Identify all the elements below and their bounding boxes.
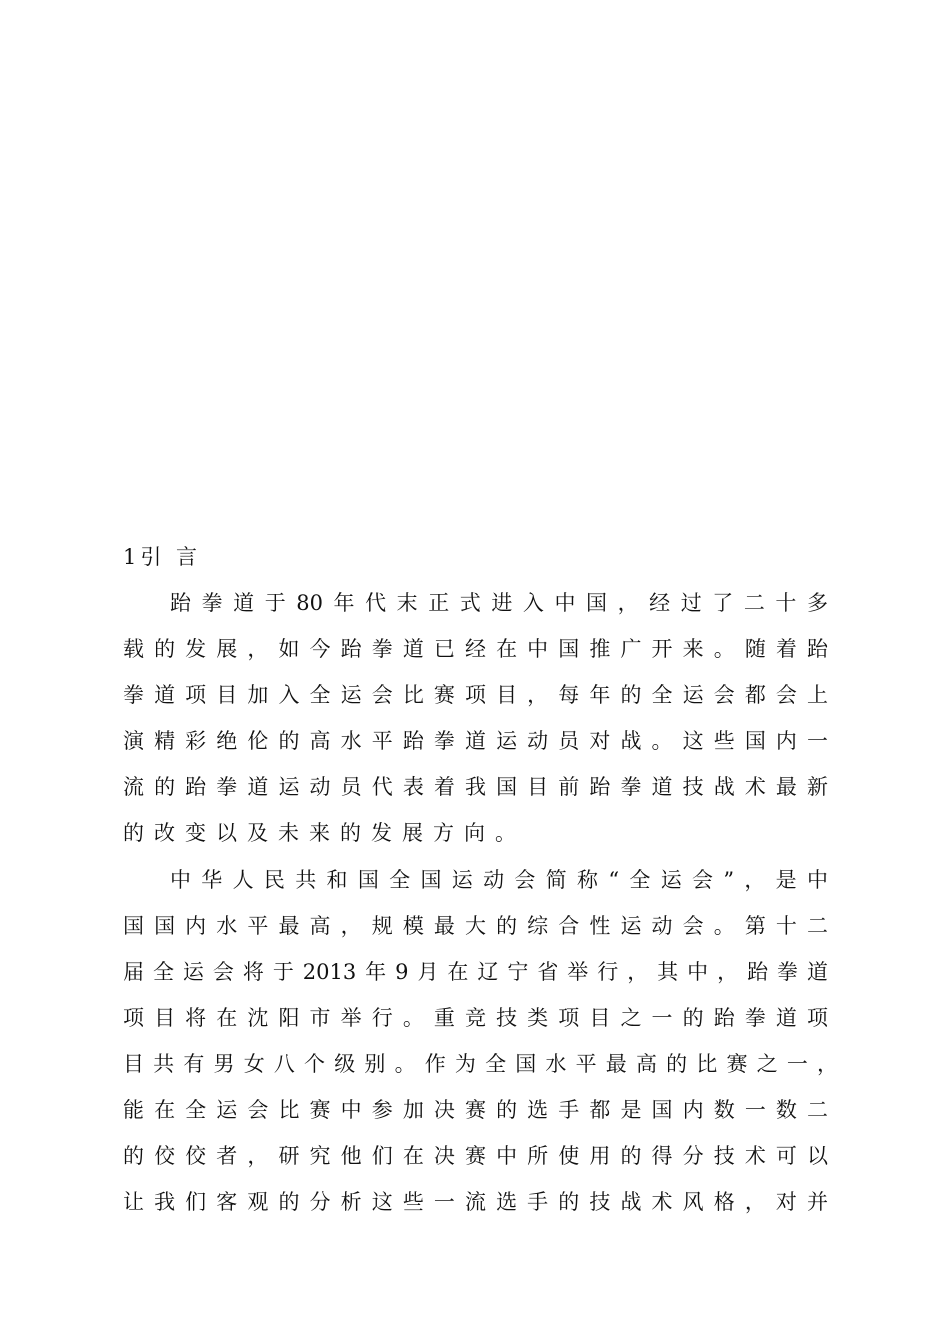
paragraph-line: 项目将在沈阳市举行。重竞技类项目之一的跆拳道项	[123, 1006, 828, 1030]
section-heading: 1引 言	[123, 545, 202, 569]
paragraph-line: 让我们客观的分析这些一流选手的技战术风格，对并	[123, 1190, 828, 1214]
paragraph-line: 国国内水平最高，规模最大的综合性运动会。第十二	[123, 914, 828, 938]
paragraph-line: 流的跆拳道运动员代表着我国目前跆拳道技战术最新	[123, 775, 828, 799]
paragraph-line: 能在全运会比赛中参加决赛的选手都是国内数一数二	[123, 1098, 828, 1122]
paragraph-line: 跆拳道于80年代末正式进入中国，经过了二十多	[170, 591, 828, 615]
paragraph-line: 演精彩绝伦的高水平跆拳道运动员对战。这些国内一	[123, 729, 828, 753]
paragraph-line: 的改变以及未来的发展方向。	[123, 821, 526, 845]
paragraph-line: 届全运会将于2013年9月在辽宁省举行，其中，跆拳道	[123, 960, 828, 984]
paragraph-line: 载的发展，如今跆拳道已经在中国推广开来。随着跆	[123, 637, 828, 661]
paragraph-line: 拳道项目加入全运会比赛项目，每年的全运会都会上	[123, 683, 828, 707]
paragraph-line: 中华人民共和国全国运动会简称“全运会”，是中	[170, 868, 828, 892]
paragraph-line: 的佼佼者，研究他们在决赛中所使用的得分技术可以	[123, 1144, 828, 1168]
paragraph-line: 目共有男女八个级别。作为全国水平最高的比赛之一，	[123, 1052, 838, 1076]
